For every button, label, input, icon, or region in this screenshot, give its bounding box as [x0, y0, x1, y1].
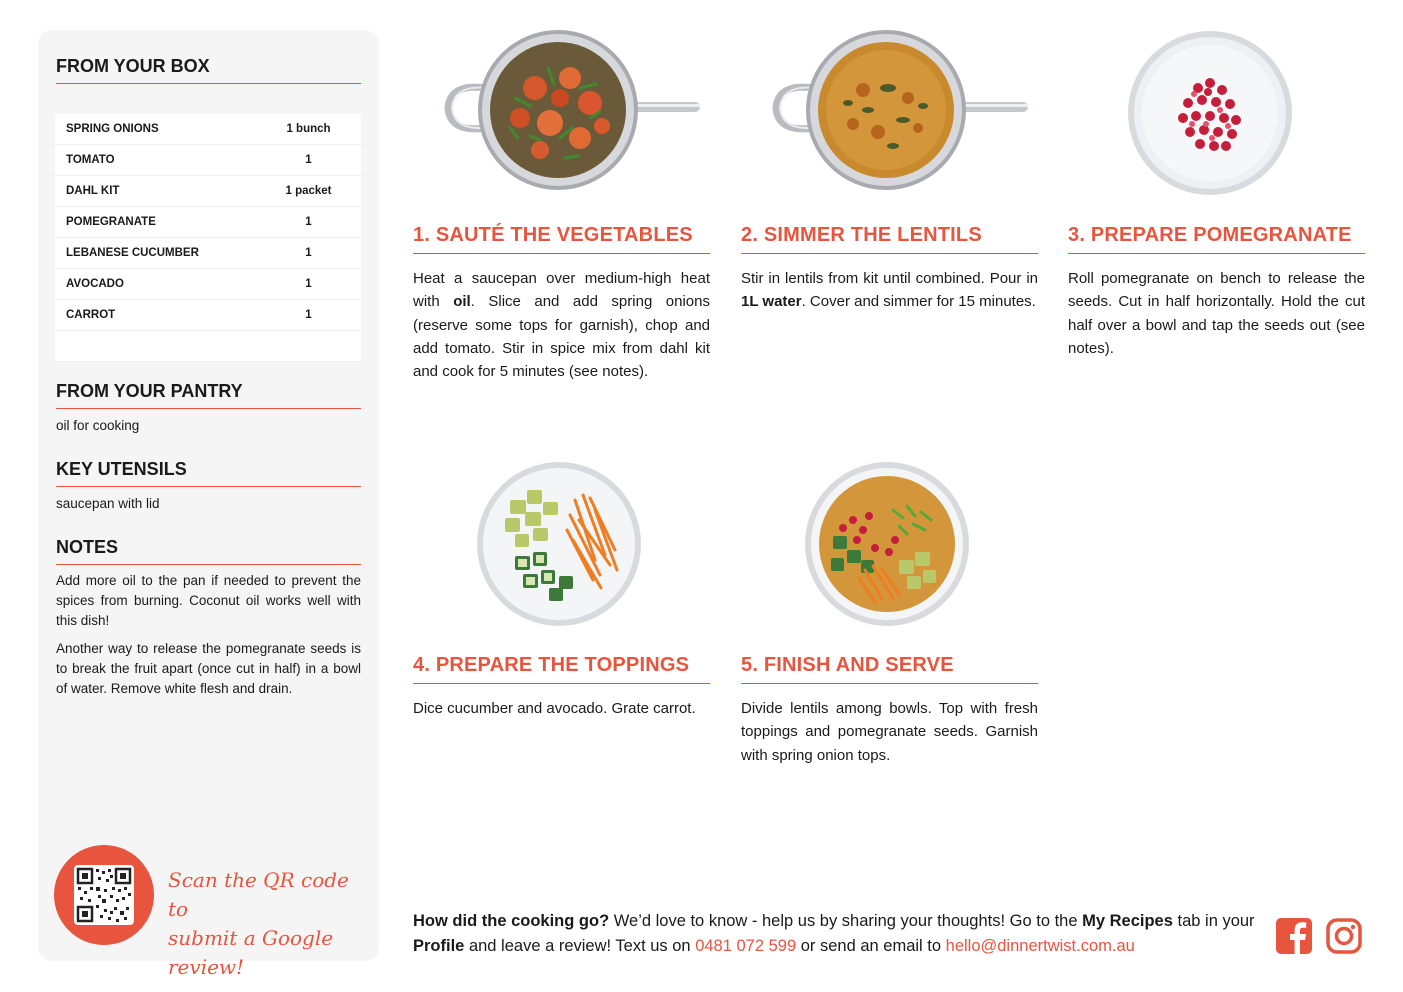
instagram-icon[interactable]	[1325, 916, 1363, 956]
table-row	[55, 238, 361, 269]
my-recipes-link[interactable]: My Recipes	[1082, 912, 1173, 930]
from-your-box-title: FROM YOUR BOX	[56, 56, 361, 84]
ingredients-sidebar	[38, 30, 379, 979]
footer-text-2: tab in your	[1172, 912, 1255, 930]
notes-title: NOTES	[56, 537, 361, 565]
table-row	[55, 176, 361, 207]
step-2-title: 2. SIMMER THE LENTILS	[741, 224, 1038, 254]
step-1-body	[413, 267, 710, 383]
table-row	[55, 207, 361, 238]
qr-code-icon[interactable]	[74, 865, 134, 925]
ingredient-name: SPRING ONIONS	[55, 114, 256, 145]
pantry-text: oil for cooking	[56, 418, 140, 433]
table-row	[55, 269, 361, 300]
saute-vegetables-image	[440, 28, 705, 198]
step-1-ingredient-oil: oil	[453, 293, 471, 311]
footer-text-4: or send an email to	[796, 937, 946, 955]
from-your-pantry-title: FROM YOUR PANTRY	[56, 381, 361, 409]
ingredient-name: POMEGRANATE	[55, 207, 256, 238]
step-2-text-b: . Cover and simmer for 15 minutes.	[801, 293, 1036, 311]
ingredient-qty: 1	[256, 145, 361, 176]
toppings-plate-image	[475, 460, 643, 630]
step-5-body: Divide lentils among bowls. Top with fresh toppings and pomegranate seeds. Garnish with spring onion tops.	[741, 700, 1038, 764]
simmer-lentils-image	[768, 28, 1033, 198]
table-row	[55, 300, 361, 331]
ingredients-table	[55, 114, 361, 362]
footer-text-3: and leave a review! Text us on	[464, 937, 696, 955]
step-3-body: Roll pomegranate on bench to release the seeds. Cut in half horizontally. Hold the cut half over a bowl and tap the seeds out (see notes).	[1068, 270, 1365, 357]
step-3-title: 3. PREPARE POMEGRANATE	[1068, 224, 1365, 254]
ingredient-name: AVOCADO	[55, 269, 256, 300]
step-4-title: 4. PREPARE THE TOPPINGS	[413, 654, 710, 684]
table-row	[55, 331, 361, 362]
step-2-ingredient-water: 1L water	[741, 293, 802, 311]
pomegranate-bowl-image	[1128, 28, 1296, 198]
ingredient-qty: 1	[256, 269, 361, 300]
ingredient-name: DAHL KIT	[55, 176, 256, 207]
profile-link[interactable]: Profile	[413, 937, 465, 955]
qr-review-text	[168, 866, 368, 982]
table-row	[55, 145, 361, 176]
utensils-text: saucepan with lid	[56, 496, 160, 511]
step-2-body	[741, 267, 1038, 314]
qr-text-line-2: submit a Google review!	[168, 926, 334, 979]
ingredient-name: CARROT	[55, 300, 256, 331]
step-1-title: 1. SAUTÉ THE VEGETABLES	[413, 224, 710, 254]
ingredient-name: LEBANESE CUCUMBER	[55, 238, 256, 269]
footer-question: How did the cooking go?	[413, 912, 610, 930]
step-1-text-a: Heat a saucepan over medium-high heat with	[413, 270, 710, 311]
review-footer	[413, 909, 1263, 959]
qr-text-line-1: Scan the QR code to	[168, 868, 349, 921]
facebook-icon[interactable]	[1275, 916, 1313, 956]
ingredient-qty: 1 bunch	[256, 114, 361, 145]
step-1-text-b: . Slice and add spring onions (reserve some tops for garnish), chop and add tomato. Stir in spice mix from dahl kit and cook for 5 minutes (see notes).	[413, 293, 710, 381]
footer-text-1: We’d love to know - help us by sharing your thoughts! Go to the	[609, 912, 1083, 930]
step-4-body: Dice cucumber and avocado. Grate carrot.	[413, 700, 696, 717]
key-utensils-title: KEY UTENSILS	[56, 459, 361, 487]
phone-link[interactable]: 0481 072 599	[695, 937, 797, 955]
note-2: Another way to release the pomegranate seeds is to break the fruit apart (once cut in half) in a bowl of water. Remove white flesh and drain.	[56, 641, 361, 696]
finished-dahl-bowl-image	[803, 460, 971, 630]
ingredient-qty: 1 packet	[256, 176, 361, 207]
step-5-title: 5. FINISH AND SERVE	[741, 654, 1038, 684]
ingredient-qty: 1	[256, 300, 361, 331]
ingredient-name: TOMATO	[55, 145, 256, 176]
email-link[interactable]: hello@dinnertwist.com.au	[945, 937, 1135, 955]
ingredient-qty: 1	[256, 238, 361, 269]
qr-code-badge[interactable]	[54, 845, 154, 945]
ingredient-qty: 1	[256, 207, 361, 238]
note-1: Add more oil to the pan if needed to prevent the spices from burning. Coconut oil works well with this dish!	[56, 573, 361, 628]
step-2-text-a: Stir in lentils from kit until combined. Pour in	[741, 270, 1038, 287]
table-row	[55, 114, 361, 145]
